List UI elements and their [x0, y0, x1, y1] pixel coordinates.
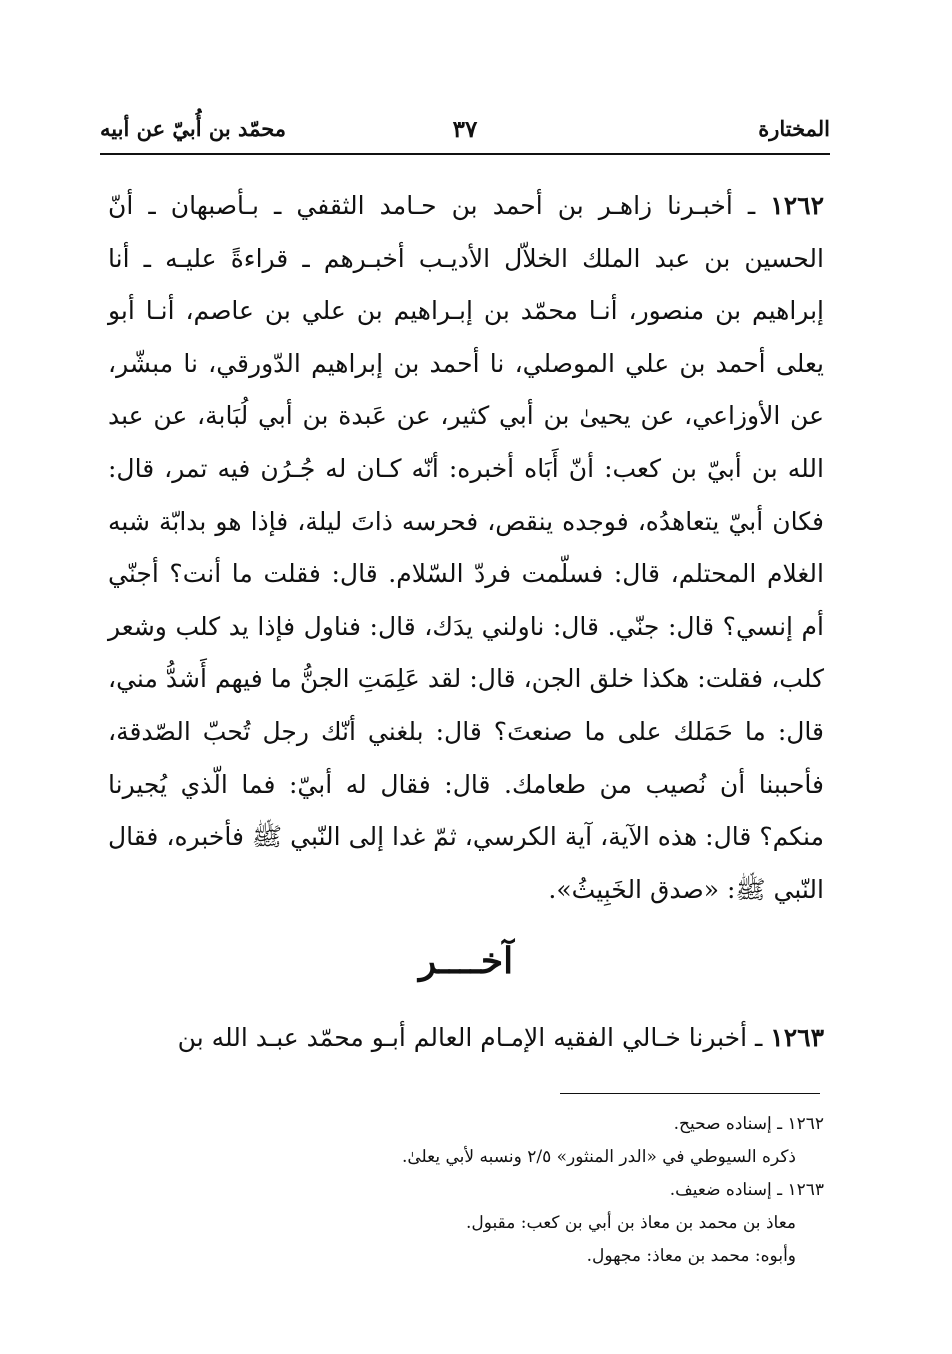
section-heading: آخــــر	[418, 940, 514, 982]
footnote: ١٢٦٣ ـ إسناده ضعيف.	[669, 1180, 824, 1200]
running-header	[100, 116, 830, 146]
footnote-rule	[560, 1093, 820, 1094]
footnote: معاذ بن محمد بن معاذ بن أبي بن كعب: مقبول.	[466, 1213, 796, 1233]
header-rule	[100, 153, 830, 155]
book-title: المختارة	[758, 116, 830, 141]
footnote: وأبوه: محمد بن معاذ: مجهول.	[586, 1246, 796, 1266]
hadith-text: ـ أخبرنا خـالي الفقيه الإمـام العالم أبـو محمّد عبـد الله بن	[177, 1023, 771, 1052]
footnote: ذكره السيوطي في «الدر المنثور» ٢/٥ ونسبه لأبي يعلىٰ.	[401, 1147, 796, 1167]
footnotes	[108, 1108, 824, 1273]
hadith-text: ـ أخبـرنا زاهـر بن أحمد بن حـامد الثقفي ـ بـأصبهان ـ أنّ الحسين بن عبد الملك الخلاّل الأديـب أخبـرهم ـ قراءةً عليـه ـ أنا إبراهيم بن منصور، أنـا محمّد بن إبـراهيم بن علي بن عاصم، أنـا أبو يعلى أحمد بن علي الموصلي، نا أحمد بن إبراهيم الدّورقي، نا مبشّر، عن الأوزاعي، عن يحيىٰ بن أبي كثير، عن عَبدة بن أبي لُبَابة، عن عبد الله بن أبيّ بن كعب: أنّ أَبَاه أخبره: أنّه كـان له جُـرُن فيه تمر، قال: فكان أبيّ يتعاهدُه، فوجده ينقص، فحرسه ذاتَ ليلة، فإذا هو بدابّة شبه الغلام المحتلم، قال: فسلّمت فردّ السّلام. قال: فقلت ما أنت؟ أجنّي أم إنسي؟ قال: جنّي. قال: ناولني يدَك، قال: فناول فإذا يد كلب وشعر كلب، فقلت: هكذا خلق الجن، قال: لقد عَلِمَتِ الجنُّ ما فيهم أَشدُّ مني، قال: ما حَمَلك على ما صنعتَ؟ قال: بلغني أنّك رجل تُحبّ الصّدقة، فأحببنا أن نُصيب من طعامك. قال: فقال له أبيّ: فما الّذي يُجيرنا منكم؟ قال: هذه الآية، آية الكرسي، ثمّ غدا إلى النّبي ﷺ فأخبره، فقال النّبي ﷺ: «صدق الخَبِيثُ».	[108, 191, 824, 904]
hadith-1262	[108, 180, 824, 916]
hadith-1263-paragraph	[108, 1012, 824, 1064]
hadith-number: ١٢٦٣	[770, 1023, 824, 1052]
hadith-1262-paragraph	[108, 180, 824, 916]
hadith-number: ١٢٦٢	[770, 191, 824, 220]
chapter-title: محمّد بن أُبيّ عن أبيه	[100, 116, 287, 141]
footnote: ١٢٦٢ ـ إسناده صحيح.	[673, 1114, 824, 1134]
page-number: ٣٧	[452, 116, 478, 143]
hadith-1263	[108, 1012, 824, 1064]
